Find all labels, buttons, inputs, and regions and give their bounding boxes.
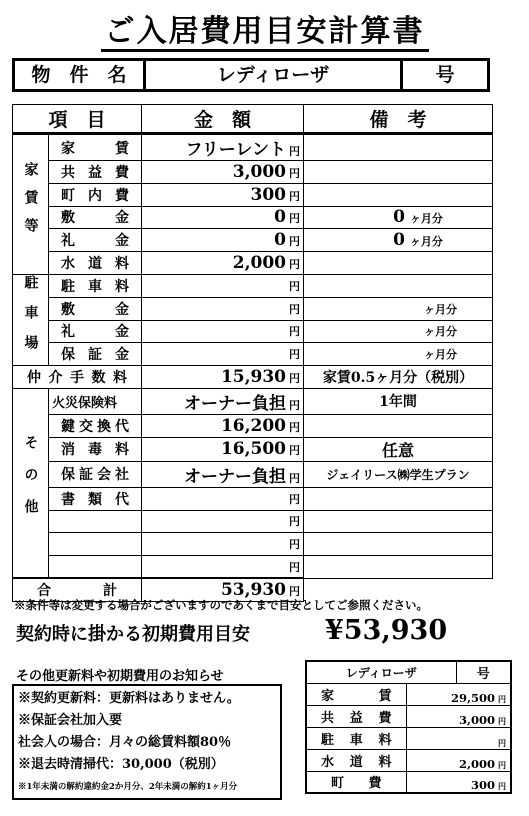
table-row [13,252,493,275]
table-row [13,461,493,487]
row-label [49,510,142,533]
table-row [13,343,493,366]
row-note [304,510,493,533]
notice-text: ※条件等は変更する場合がございますのであくまで目安としてご参照ください。 [14,598,428,612]
summary-row [306,705,511,727]
row-note: ヶ月分 [304,297,493,320]
brokerage-note: 家賃0.5ヶ月分（税別） [304,366,493,389]
table-row [13,388,493,414]
header-item: 項 目 [13,105,142,134]
row-label [49,556,142,579]
row-note [304,556,493,579]
row-label: 敷金 [49,297,142,320]
table-row [13,206,493,229]
row-note [304,274,493,297]
summary-label: 家賃 [306,683,406,705]
row-note: 任意 [304,437,493,461]
row-label: 共益費 [49,161,142,184]
info-line: ※退去時清掃代：30,000（税別） [18,757,224,772]
cost-table [12,104,493,602]
row-note: 0 ヶ月分 [304,206,493,229]
summary-label: 水道料 [306,749,406,771]
header-note: 備 考 [304,105,493,134]
header-amount: 金 額 [142,105,304,134]
summary-amount: 3,000 円 [406,705,511,727]
row-label: 水道料 [49,252,142,275]
table-row [13,414,493,437]
row-amount: 円 [142,533,304,556]
table-row [13,487,493,510]
total-label: 合 計 [13,578,142,601]
row-amount: 円 [142,510,304,533]
row-label: 礼金 [49,229,142,252]
row-label: 火災保険料 [49,388,142,414]
initial-cost-label: 契約時に掛かる初期費用目安 [16,624,250,645]
summary-amount: 29,500 円 [406,683,511,705]
total-amount: 53,930 円 [142,578,304,601]
initial-cost-total: ¥53,930 [325,615,448,646]
row-note [304,414,493,437]
row-amount: オーナー負担 円 [142,461,304,487]
summary-label: 共益費 [306,705,406,727]
summary-amount: 2,000 円 [406,749,511,771]
row-label: 町内費 [49,183,142,206]
table-row [13,183,493,206]
row-note: ジェイリース㈱学生プラン [304,461,493,487]
table-row [13,320,493,343]
table-row [13,437,493,461]
row-note [304,183,493,206]
row-amount: オーナー負担 円 [142,388,304,414]
row-note: 0 ヶ月分 [304,229,493,252]
table-row [13,297,493,320]
summary-row [306,683,511,705]
row-label: 駐車料 [49,274,142,297]
table-row [13,510,493,533]
room-suffix: 号 [435,64,455,86]
row-note: ヶ月分 [304,343,493,366]
brokerage-label: 仲介手数料 [13,366,142,389]
brokerage-amount: 15,930 円 [142,366,304,389]
table-row [13,274,493,297]
row-label: 保証会社 [49,461,142,487]
group-other: その他 [13,388,49,578]
summary-amount: 円 [406,727,511,749]
row-amount: 16,200 円 [142,414,304,437]
summary-table [305,660,512,794]
row-note [304,533,493,556]
row-label [49,533,142,556]
row-note [304,487,493,510]
table-row [13,366,493,389]
row-amount: 円 [142,297,304,320]
info-line: ※契約更新料：更新料はありません。 [18,691,240,706]
row-label: 消毒料 [49,437,142,461]
row-amount: 3,000 円 [142,161,304,184]
table-row [13,161,493,184]
table-row [13,134,493,161]
info-line: 社会人の場合：月々の総賃料額80％ [18,735,232,750]
row-label: 礼金 [49,320,142,343]
row-amount: 0 円 [142,229,304,252]
info-box [12,684,282,800]
row-note [304,134,493,161]
row-note [304,252,493,275]
row-label: 家賃 [49,134,142,161]
row-amount: 円 [142,274,304,297]
row-label: 保証金 [49,343,142,366]
property-label: 物 件 名 [31,64,127,86]
row-amount: 2,000 円 [142,252,304,275]
summary-property: レディローザ [306,661,456,683]
summary-label: 駐車料 [306,727,406,749]
row-amount: 円 [142,320,304,343]
row-label: 鍵交換代 [49,414,142,437]
row-amount: 0 円 [142,206,304,229]
group-parking: 駐車場 [13,274,49,365]
summary-room-suffix: 号 [456,661,511,683]
row-amount: 円 [142,487,304,510]
info-line: ※1年未満の解約違約金2か月分、2年未満の解約1ヶ月分 [18,782,238,792]
summary-row [306,749,511,771]
summary-header [306,661,511,683]
summary-row [306,771,511,793]
property-name: レディローザ [216,64,330,86]
property-box [12,58,490,92]
table-row [13,556,493,579]
summary-label: 町費 [306,771,406,793]
row-label: 敷金 [49,206,142,229]
page-title: ご入居費用目安計算書 [0,6,529,50]
row-amount: 300 円 [142,183,304,206]
table-row [13,533,493,556]
table-header [13,105,493,134]
table-row [13,229,493,252]
summary-row [306,727,511,749]
row-note: ヶ月分 [304,320,493,343]
group-rent: 家賃等 [13,134,49,275]
row-note [304,161,493,184]
summary-amount: 300 円 [406,771,511,793]
info-line: ※保証会社加入要 [18,713,123,728]
row-amount: 円 [142,556,304,579]
info-title: その他更新料や初期費用のお知らせ [16,669,224,684]
row-amount: 16,500 円 [142,437,304,461]
row-label: 書類代 [49,487,142,510]
row-amount: フリーレント 円 [142,134,304,161]
row-amount: 円 [142,343,304,366]
row-note: 1年間 [304,388,493,414]
